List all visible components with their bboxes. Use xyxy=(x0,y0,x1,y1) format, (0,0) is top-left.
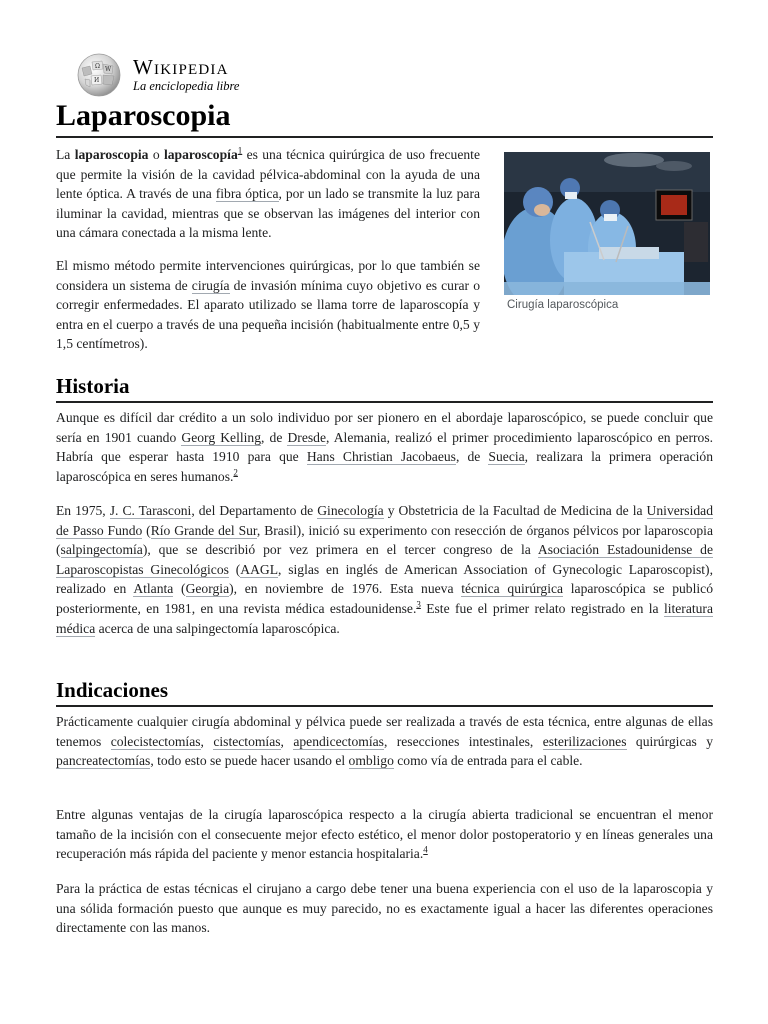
text-run: , por un lado se transmite la luz para iluminar la cavidad, mientras que se observan las imágenes del interior con una cámara conectada a la misma lente. xyxy=(56,186,481,241)
wikipedia-header[interactable] xyxy=(74,52,294,98)
text-run: Prácticamente cualquier cirugía abdominal y pélvica puede ser realizada a través de esta técnica, entre algunas de ellas tenemos xyxy=(56,714,713,749)
article-link[interactable]: pancreatectomías xyxy=(56,753,151,769)
reference-link[interactable]: 4 xyxy=(423,844,428,855)
text-run: , de xyxy=(261,429,288,445)
section-heading-indicaciones: Indicaciones xyxy=(56,678,169,702)
article-link[interactable]: ombligo xyxy=(348,753,394,769)
bold-term: laparoscopía xyxy=(163,147,238,162)
text-run: , siglas en inglés de American Association of Gynecologic Laparoscopist), realizado en xyxy=(56,561,713,597)
article-link[interactable]: cistectomías xyxy=(213,733,281,749)
surgery-photo[interactable] xyxy=(504,152,710,295)
article-link[interactable]: Río Grande del Sur xyxy=(150,522,257,538)
article-link[interactable]: literatura médica xyxy=(56,600,713,636)
text-run: ( xyxy=(142,522,151,538)
text-run: acerca de una salpingectomía laparoscópica. xyxy=(95,620,340,636)
text-run: , todo esto se puede hacer usando el xyxy=(150,753,349,769)
text-run: , Alemania, realizó el primer procedimiento laparoscópico en perros. Habría que esperar hasta 1910 para que xyxy=(56,429,714,465)
text-run: Entre algunas ventajas de la cirugía laparoscópica respecto a la cirugía abierta tradicional se encuentran el menor tamaño de la incisión con el consecuente mejor efecto estético, el menor dolor postoperatorio y en líneas generales una recuperación más rápida del paciente y menor estancia hospitalaria. xyxy=(56,807,713,862)
bold-term: laparoscopia xyxy=(74,147,149,162)
text-run: , realizara la primera operación laparoscópica en seres humanos. xyxy=(56,449,713,484)
text-run: El mismo método permite intervenciones quirúrgicas, por lo que también se considera un sistema de xyxy=(56,258,480,293)
text-run: y Obstetricia de la Facultad de Medicina de la xyxy=(383,503,647,518)
text-run: , xyxy=(280,733,294,749)
svg-text:W: W xyxy=(105,66,112,73)
svg-text:И: И xyxy=(94,77,100,84)
text-run: ), que se describió por vez primera en el tercer congreso de la xyxy=(142,542,538,558)
text-run: es una técnica quirúrgica de uso frecuente que permite la visión de la cavidad pélvica-abdominal con la ayuda de una lente óptica. A través de una xyxy=(56,147,480,202)
text-run: , del Departamento de xyxy=(191,503,318,518)
article-link[interactable]: Asociación Estadounidense de Laparoscopistas Ginecológicos xyxy=(56,542,713,577)
wikipedia-globe-logo xyxy=(74,52,124,98)
article-link[interactable]: Dresde xyxy=(287,429,326,445)
reference-link[interactable]: 2 xyxy=(233,467,238,478)
article-link[interactable]: Atlanta xyxy=(133,581,174,597)
reference-link[interactable]: 1 xyxy=(237,145,243,156)
title-divider xyxy=(56,136,713,138)
text-run: Este fue el primer relato registrado en la xyxy=(420,600,664,616)
article-link[interactable]: Georgia xyxy=(185,581,230,597)
article-link[interactable]: fibra óptica xyxy=(215,186,279,202)
text-run: ), en noviembre de 1976. Esta nueva xyxy=(229,581,462,597)
section-heading-historia: Historia xyxy=(56,374,130,398)
text-run: como vía de entrada para el cable. xyxy=(393,753,583,769)
text-run: , Brasil), inició su experimento con resección de órganos pélvicos por laparoscopia ( xyxy=(56,522,713,558)
text-run: Aunque es difícil dar crédito a un solo individuo por ser pionero en el abordaje laparoscópico, se puede concluir que sería en 1901 cuando xyxy=(56,410,713,445)
indicaciones-paragraph-2 xyxy=(56,805,713,864)
article-link[interactable]: AAGL xyxy=(240,561,279,577)
article-link[interactable]: técnica quirúrgica xyxy=(461,581,564,597)
text-run: ( xyxy=(228,561,241,577)
article-link[interactable]: apendicectomías xyxy=(293,733,384,749)
text-run: ( xyxy=(173,581,186,597)
historia-paragraph-1 xyxy=(56,408,713,486)
article-link[interactable]: colecistectomías xyxy=(110,733,201,749)
page-title: Laparoscopia xyxy=(56,99,231,132)
wikipedia-wordmark: Wikipedia xyxy=(133,55,229,79)
wikipedia-tagline: La enciclopedia libre xyxy=(133,79,240,93)
historia-paragraph-2 xyxy=(56,501,713,638)
text-run: laparoscópica se publicó posteriormente, en 1981, en una revista médica estadounidense. xyxy=(56,581,713,616)
reference-link[interactable]: 3 xyxy=(416,599,421,610)
article-link[interactable]: Ginecología xyxy=(317,503,384,518)
text-run: La xyxy=(56,147,75,162)
intro-paragraph-2 xyxy=(56,256,480,354)
article-figure[interactable] xyxy=(504,152,710,312)
article-link[interactable]: Suecia xyxy=(488,449,525,465)
indicaciones-paragraph-3 xyxy=(56,879,713,938)
figure-caption: Cirugía laparoscópica xyxy=(507,299,619,311)
section-divider xyxy=(56,401,713,403)
text-run: , de xyxy=(455,449,489,465)
text-run: En 1975, xyxy=(56,503,110,518)
article-link[interactable]: J. C. Tarasconi xyxy=(109,503,192,518)
article-link[interactable]: salpingectomía xyxy=(60,542,143,558)
article-link[interactable]: Georg Kelling xyxy=(181,429,262,445)
article-link[interactable]: Hans Christian Jacobaeus xyxy=(306,449,456,465)
text-run: de invasión mínima cuyo objetivo es curar o corregir enfermedades. El aparato utilizado se llama torre de laparoscopía y entra en el cuerpo a través de una pequeña incisión (habitualmente entre 0,5 y 1,5 centímetros). xyxy=(56,277,480,352)
section-divider xyxy=(56,705,713,707)
text-run: o xyxy=(148,147,164,162)
article-link[interactable]: esterilizaciones xyxy=(542,733,627,749)
article-link[interactable]: Universidad de Passo Fundo xyxy=(56,503,713,538)
text-run: , xyxy=(200,733,214,749)
svg-text:Ω: Ω xyxy=(95,63,100,70)
text-run: , resecciones intestinales, xyxy=(383,733,543,749)
text-run: quirúrgicas y xyxy=(626,733,714,749)
indicaciones-paragraph-1 xyxy=(56,712,713,771)
intro-paragraph-1 xyxy=(56,145,480,243)
text-run: Para la práctica de estas técnicas el cirujano a cargo debe tener una buena experiencia con el uso de la laparoscopia y una sólida formación puesto que aunque es muy parecido, no es exactamente igual a hacer las diferentes operaciones directamente con las manos. xyxy=(56,881,713,936)
article-link[interactable]: cirugía xyxy=(191,277,230,293)
